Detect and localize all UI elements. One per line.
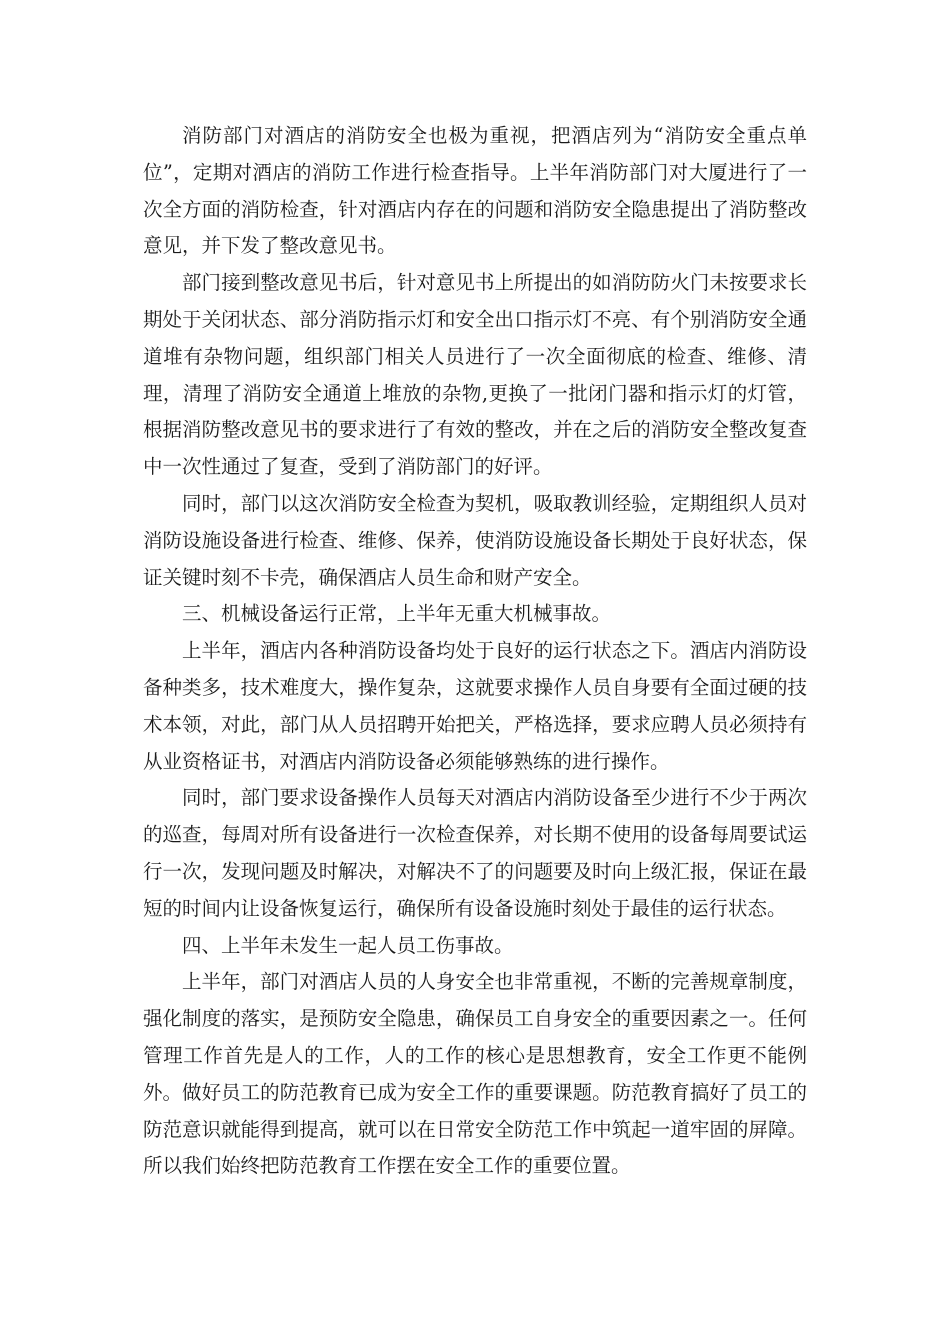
- paragraph-rectification: 部门接到整改意见书后，针对意见书上所提出的如消防防火门未按要求长期处于关闭状态、部分消防指示灯和安全出口指示灯不亮、有个别消防安全通道堆有杂物问题，组织部门相关人员进行了一次全面彻底的检查、维修、清理，清理了消防安全通道上堆放的杂物,更换了一批闭门器和指示灯的灯管，根据消防整改意见书的要求进行了有效的整改，并在之后的消防安全整改复查中一次性通过了复查，受到了消防部门的好评。: [143, 271, 807, 479]
- paragraph-safety-education: 上半年，部门对酒店人员的人身安全也非常重视，不断的完善规章制度，强化制度的落实，是预防安全隐患，确保员工自身安全的重要因素之一。任何管理工作首先是人的工作，人的工作的核心是思想教育，安全工作更不能例外。做好员工的防范教育已成为安全工作的重要课题。防范教育搞好了员工的防范意识就能得到提高，就可以在日常安全防范工作中筑起一道牢固的屏障。所以我们始终把防范教育工作摆在安全工作的重要位置。: [143, 970, 807, 1178]
- section-heading-equipment: 三、机械设备运行正常，上半年无重大机械事故。: [182, 602, 612, 626]
- paragraph-fire-dept-inspection: 消防部门对酒店的消防安全也极为重视，把酒店列为“消防安全重点单位”，定期对酒店的消防工作进行检查指导。上半年消防部门对大厦进行了一次全方面的消防检查，针对酒店内存在的问题和消防安全隐患提出了消防整改意见，并下发了整改意见书。: [143, 124, 807, 258]
- paragraph-equipment-status: 上半年，酒店内各种消防设备均处于良好的运行状态之下。酒店内消防设备种类多，技术难度大，操作复杂，这就要求操作人员自身要有全面过硬的技术本领，对此，部门从人员招聘开始把关，严格选择，要求应聘人员必须持有从业资格证书，对酒店内消防设备必须能够熟练的进行操作。: [143, 639, 807, 773]
- section-heading-injury: 四、上半年未发生一起人员工伤事故。: [182, 933, 514, 957]
- paragraph-daily-inspection: 同时，部门要求设备操作人员每天对酒店内消防设备至少进行不少于两次的巡查，每周对所有设备进行一次检查保养，对长期不使用的设备每周要试运行一次，发现问题及时解决，对解决不了的问题要及时向上级汇报，保证在最短的时间内让设备恢复运行，确保所有设备设施时刻处于最佳的运行状态。: [143, 786, 807, 920]
- document-page: [143, 118, 807, 1185]
- paragraph-regular-maintenance: 同时，部门以这次消防安全检查为契机，吸取教训经验，定期组织人员对消防设施设备进行检查、维修、保养，使消防设施设备长期处于良好状态，保证关键时刻不卡壳，确保酒店人员生命和财产安全。: [143, 491, 807, 589]
